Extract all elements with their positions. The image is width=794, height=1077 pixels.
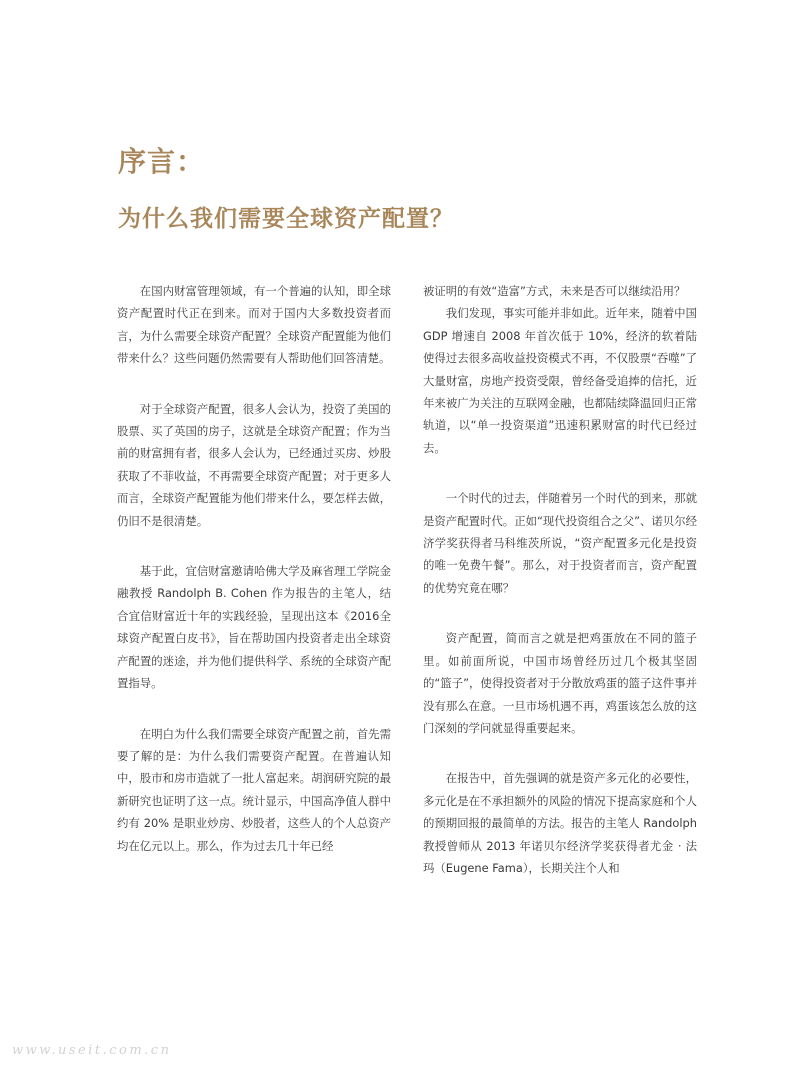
right-paragraph-1: 我们发现，事实可能并非如此。近年来，随着中国 GDP 增速自 2008 年首次低于 10%，经济的软着陆使得过去很多高收益投资模式不再，不仅股票“吞噬”了大量财富，房地产投资受限，曾经备受追捧的信托，近年来被广为关注的互联网金融，也都陆续降温回归正常轨道，以“单一投资渠道”迅速积累财富的时代已经过去。 [423,306,697,455]
right-paragraph-4: 在报告中，首先强调的就是资产多元化的必要性，多元化是在不承担额外的风险的情况下提高家庭和个人的预期回报的最简单的方法。报告的主笔人 Randolph 教授曾师从 2013 年诺贝尔经济学奖获得者尤金 · 法玛（Eugene Fama），长期关注个人和 [423,771,697,875]
preface-subtitle: 为什么我们需要全球资产配置？ [118,206,454,232]
left-column [117,280,391,885]
right-column [423,280,697,907]
left-paragraph-3: 基于此，宜信财富邀请哈佛大学及麻省理工学院金融教授 Randolph B. Cohen 作为报告的主笔人，结合宜信财富近十年的实践经验，呈现出这本《2016全球资产配置白皮书》，旨在帮助国内投资者走出全球资产配置的迷途，并为他们提供科学、系统的全球资产配置指导。 [117,564,391,691]
watermark-url: www.useit.com.cn [12,1043,172,1058]
left-paragraph-4: 在明白为什么我们需要全球资产配置之前，首先需要了解的是：为什么我们需要资产配置。在普遍认知中，股市和房市造就了一批人富起来。胡润研究院的最新研究也证明了这一点。统计显示，中国高净值人群中约有 20% 是职业炒房、炒股者，这些人的个人总资产均在亿元以上。那么，作为过去几十年已经 [117,726,391,853]
left-paragraph-1: 在国内财富管理领域，有一个普遍的认知，即全球资产配置时代正在到来。而对于国内大多数投资者而言，为什么需要全球资产配置？全球资产配置能为他们带来什么？这些问题仍然需要有人帮助他们回答清楚。 [117,284,391,366]
preface-title: 序言： [118,145,206,178]
right-paragraph-2: 一个时代的过去，伴随着另一个时代的到来，那就是资产配置时代。正如“现代投资组合之父”、诺贝尔经济学奖获得者马科维茨所说，“资产配置多元化是投资的唯一免费午餐”。那么，对于投资者而言，资产配置的优势究竟在哪？ [423,491,697,595]
right-continuation: 被证明的有效“造富”方式，未来是否可以继续沿用？ [423,284,686,298]
right-paragraph-3: 资产配置，简而言之就是把鸡蛋放在不同的篮子里。如前面所说，中国市场曾经历过几个极其坚固的“篮子”，使得投资者对于分散放鸡蛋的篮子这件事并没有那么在意。一旦市场机遇不再，鸡蛋该怎么放的这门深刻的学问就显得重要起来。 [423,631,697,735]
left-paragraph-2: 对于全球资产配置，很多人会认为，投资了美国的股票、买了英国的房子，这就是全球资产配置；作为当前的财富拥有者，很多人会认为，已经通过买房、炒股获取了不菲收益，不再需要全球资产配置；对于更多人而言，全球资产配置能为他们带来什么，要怎样去做，仍旧不是很清楚。 [117,401,391,528]
